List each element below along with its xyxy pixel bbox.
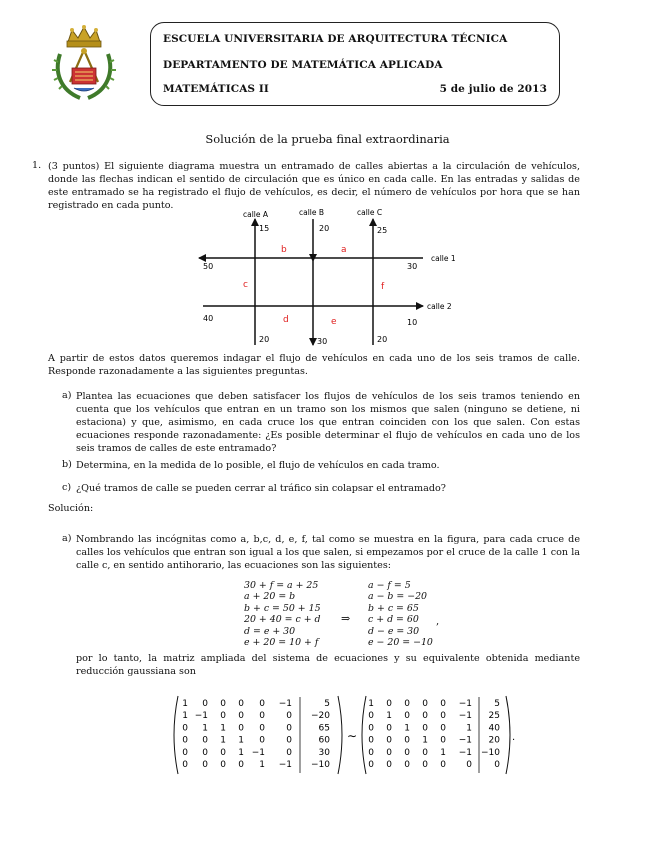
var-b: b <box>281 245 287 255</box>
matrix2-cell: 0 <box>440 735 446 746</box>
matrix2-cell: 0 <box>404 735 410 746</box>
var-d: d <box>283 315 289 325</box>
equation: 20 + 40 = c + d <box>244 614 321 626</box>
label-calle-1: calle 1 <box>431 254 456 263</box>
matrix1-cell: −1 <box>251 747 265 758</box>
matrix2-cell: 0 <box>422 723 428 734</box>
matrix1-cell: 0 <box>286 735 292 746</box>
num-bot-b: 30 <box>317 337 328 346</box>
var-a: a <box>341 245 347 255</box>
augmented-matrices <box>172 694 532 776</box>
matrix1-rhs-cell: 65 <box>318 723 330 734</box>
matrix1-cell: 1 <box>182 711 188 722</box>
matrix1-rhs-cell: 60 <box>318 735 330 746</box>
matrix2-cell: −1 <box>458 735 472 746</box>
equation: b + c = 50 + 15 <box>244 602 321 614</box>
matrix2-cell: 0 <box>368 747 374 758</box>
num-right-2: 10 <box>407 318 418 327</box>
equation: b + c = 65 <box>368 602 419 614</box>
problem-number: 1. <box>32 160 42 171</box>
matrix2-cell: 1 <box>440 747 446 758</box>
equation: a − b = −20 <box>368 591 428 603</box>
item-b-text: Determina, en la medida de lo posible, el flujo de vehículos en cada tramo. <box>76 460 440 471</box>
equation: a + 20 = b <box>244 591 296 603</box>
matrix2-cell: −1 <box>458 711 472 722</box>
matrix1-cell: 0 <box>220 711 226 722</box>
implies-symbol: ⇒ <box>341 612 351 625</box>
matrix1-cell: 0 <box>238 711 244 722</box>
matrix2-cell: −1 <box>458 699 472 709</box>
tilde-symbol: ∼ <box>346 729 358 743</box>
after-equations-text: por lo tanto, la matriz ampliada del sistema de ecuaciones y su equivalente obtenida mediante reducción gaussiana son <box>76 653 580 677</box>
matrix2-cell: 0 <box>386 747 392 758</box>
matrix2-cell: 0 <box>404 699 410 709</box>
matrix2-cell: 1 <box>368 699 374 709</box>
matrix1-rhs-cell: 5 <box>324 699 330 709</box>
problem-intro: (3 puntos) El siguiente diagrama muestra un entramado de calles abiertas a la circulación de vehículos, donde las flechas indican el sentido de circulación que es único en cada calle. En las entradas y salidas de este entramado se ha registrado el flujo de vehículos, es decir, el número de vehículos por hora que se han registrado en cada punto. <box>48 161 580 211</box>
num-top-b: 20 <box>319 224 330 233</box>
label-calle-a: calle A <box>243 210 269 219</box>
matrix2-cell: 0 <box>422 711 428 722</box>
label-calle-c: calle C <box>357 208 383 217</box>
matrix2-cell: 0 <box>386 760 392 770</box>
equation: d − e = 30 <box>368 625 420 637</box>
matrix2-cell: 0 <box>466 760 472 770</box>
matrix2-cell: 0 <box>422 747 428 758</box>
matrix1-cell: 1 <box>238 735 244 746</box>
solution-label: Solución: <box>48 503 94 514</box>
solution-a-text: Nombrando las incógnitas como a, b,c, d, e, f, tal como se muestra en la figura, para cada cruce de calles los vehículos que entran son igual a los que salen, si empezamos por el cruce de la calle 1 con la calle c, en sentido antihorario, las ecuaciones son las siguientes: <box>76 534 580 571</box>
matrix1-cell: 0 <box>259 711 265 722</box>
matrix1-cell: 0 <box>202 699 208 709</box>
matrix1-cell: 1 <box>238 747 244 758</box>
question-text: A partir de estos datos queremos indagar el flujo de vehículos en cada uno de los seis tramos de calle. Responde razonadamente a las siguientes preguntas. <box>48 353 580 377</box>
equation: c + d = 60 <box>368 614 419 626</box>
matrix2-cell: 0 <box>404 760 410 770</box>
matrix1-cell: −1 <box>278 699 292 709</box>
matrix1-rhs-cell: 30 <box>318 747 330 758</box>
item-c-label: c) <box>62 482 72 493</box>
item-c-text: ¿Qué tramos de calle se pueden cerrar al tráfico sin colapsar el entramado? <box>76 483 446 494</box>
matrix2-cell: 0 <box>440 760 446 770</box>
matrix2-cell: 0 <box>368 711 374 722</box>
var-c: c <box>243 280 248 290</box>
equation: a − f = 5 <box>368 580 411 591</box>
matrix2-cell: 0 <box>440 699 446 709</box>
item-a-label: a) <box>62 390 72 401</box>
matrix1-cell: 1 <box>259 760 265 770</box>
matrix1-cell: 0 <box>259 699 265 709</box>
equation: e − 20 = −10 <box>368 637 433 649</box>
matrix2-cell: 1 <box>422 735 428 746</box>
matrix2-rhs-cell: 20 <box>488 735 500 746</box>
exam-date: 5 de julio de 2013 <box>439 83 547 95</box>
matrix1-cell: −1 <box>194 711 208 722</box>
equations-comma: , <box>436 616 440 627</box>
label-calle-2: calle 2 <box>427 302 452 311</box>
matrix1-cell: 0 <box>202 760 208 770</box>
solution-a-label: a) <box>62 533 72 544</box>
matrix2-cell: 0 <box>386 699 392 709</box>
matrix1-cell: 0 <box>286 723 292 734</box>
num-bot-c: 20 <box>377 335 388 344</box>
num-left-2: 40 <box>203 314 214 323</box>
matrix1-cell: 0 <box>259 735 265 746</box>
equation: e + 20 = 10 + f <box>244 637 319 649</box>
num-top-a: 15 <box>259 224 270 233</box>
matrix1-cell: 0 <box>220 747 226 758</box>
matrix2-cell: 0 <box>386 735 392 746</box>
matrix1-cell: 1 <box>220 723 226 734</box>
matrix2-cell: 0 <box>404 711 410 722</box>
equation: 30 + f = a + 25 <box>244 580 319 591</box>
matrix1-cell: −1 <box>278 760 292 770</box>
matrix1-cell: 0 <box>286 747 292 758</box>
matrix2-rhs-cell: 5 <box>494 699 500 709</box>
school-name: ESCUELA UNIVERSITARIA DE ARQUITECTURA TÉCNICA <box>163 33 508 45</box>
var-f: f <box>381 282 385 292</box>
matrix2-cell: 0 <box>368 760 374 770</box>
matrix2-cell: 1 <box>404 723 410 734</box>
var-e: e <box>331 317 337 327</box>
matrix1-cell: 0 <box>182 723 188 734</box>
matrix1-cell: 0 <box>220 699 226 709</box>
item-b-label: b) <box>62 459 72 470</box>
matrix2-rhs-cell: −10 <box>481 747 500 758</box>
page-title: Solución de la prueba final extraordinaria <box>205 132 450 146</box>
equations-original <box>244 580 321 648</box>
num-bot-a: 20 <box>259 335 270 344</box>
matrix1-rhs-cell: −20 <box>311 711 330 722</box>
label-calle-b: calle B <box>299 208 325 217</box>
matrix-period: . <box>512 732 516 743</box>
matrix2-cell: 0 <box>404 747 410 758</box>
matrix1-cell: 0 <box>238 723 244 734</box>
matrix1-cell: 0 <box>182 735 188 746</box>
course-name: MATEMÁTICAS II <box>163 83 269 95</box>
matrix1-cell: 0 <box>202 735 208 746</box>
matrix1-cell: 0 <box>286 711 292 722</box>
header-box <box>150 22 560 106</box>
matrix2-rhs-cell: 25 <box>488 711 500 722</box>
matrix1-cell: 0 <box>202 747 208 758</box>
matrix2-cell: −1 <box>458 747 472 758</box>
matrix1-cell: 0 <box>259 723 265 734</box>
matrix2-cell: 0 <box>422 760 428 770</box>
matrix2-cell: 0 <box>422 699 428 709</box>
street-diagram <box>195 205 470 347</box>
matrix1-cell: 0 <box>238 699 244 709</box>
matrix2-cell: 1 <box>386 711 392 722</box>
matrix2-rhs-cell: 0 <box>494 760 500 770</box>
matrix1-cell: 1 <box>202 723 208 734</box>
num-right-1: 30 <box>407 262 418 271</box>
num-top-c: 25 <box>377 226 388 235</box>
matrix2-cell: 0 <box>440 711 446 722</box>
equation: d = e + 30 <box>244 625 296 637</box>
num-left-1: 50 <box>203 262 214 271</box>
school-crest-logo <box>50 24 118 104</box>
matrix2-rhs-cell: 40 <box>488 723 500 734</box>
matrix2-cell: 0 <box>440 723 446 734</box>
matrix2-cell: 0 <box>368 735 374 746</box>
department-name: DEPARTAMENTO DE MATEMÁTICA APLICADA <box>163 59 443 71</box>
matrix1-cell: 0 <box>182 760 188 770</box>
matrix1-cell: 1 <box>182 699 188 709</box>
matrix1-cell: 0 <box>238 760 244 770</box>
matrix2-cell: 1 <box>466 723 472 734</box>
matrix1-cell: 0 <box>220 760 226 770</box>
matrix1-cell: 0 <box>182 747 188 758</box>
matrix2-cell: 0 <box>368 723 374 734</box>
matrix1-rhs-cell: −10 <box>311 760 330 770</box>
equations-simplified <box>368 580 433 648</box>
matrix1-cell: 1 <box>220 735 226 746</box>
matrix2-cell: 0 <box>386 723 392 734</box>
item-a-text: Plantea las ecuaciones que deben satisfacer los flujos de vehículos de los seis tramos teniendo en cuenta que los vehículos que entran en un tramo son los mismos que salen (ninguno se detiene, ni estaciona) y que, asimismo, en cada cruce los que entran coinciden con los que salen. Con estas ecuaciones responde razonadamente: ¿Es posible determinar el flujo de vehículos en cada uno de los seis tramos de calles de este entramado? <box>76 391 580 454</box>
